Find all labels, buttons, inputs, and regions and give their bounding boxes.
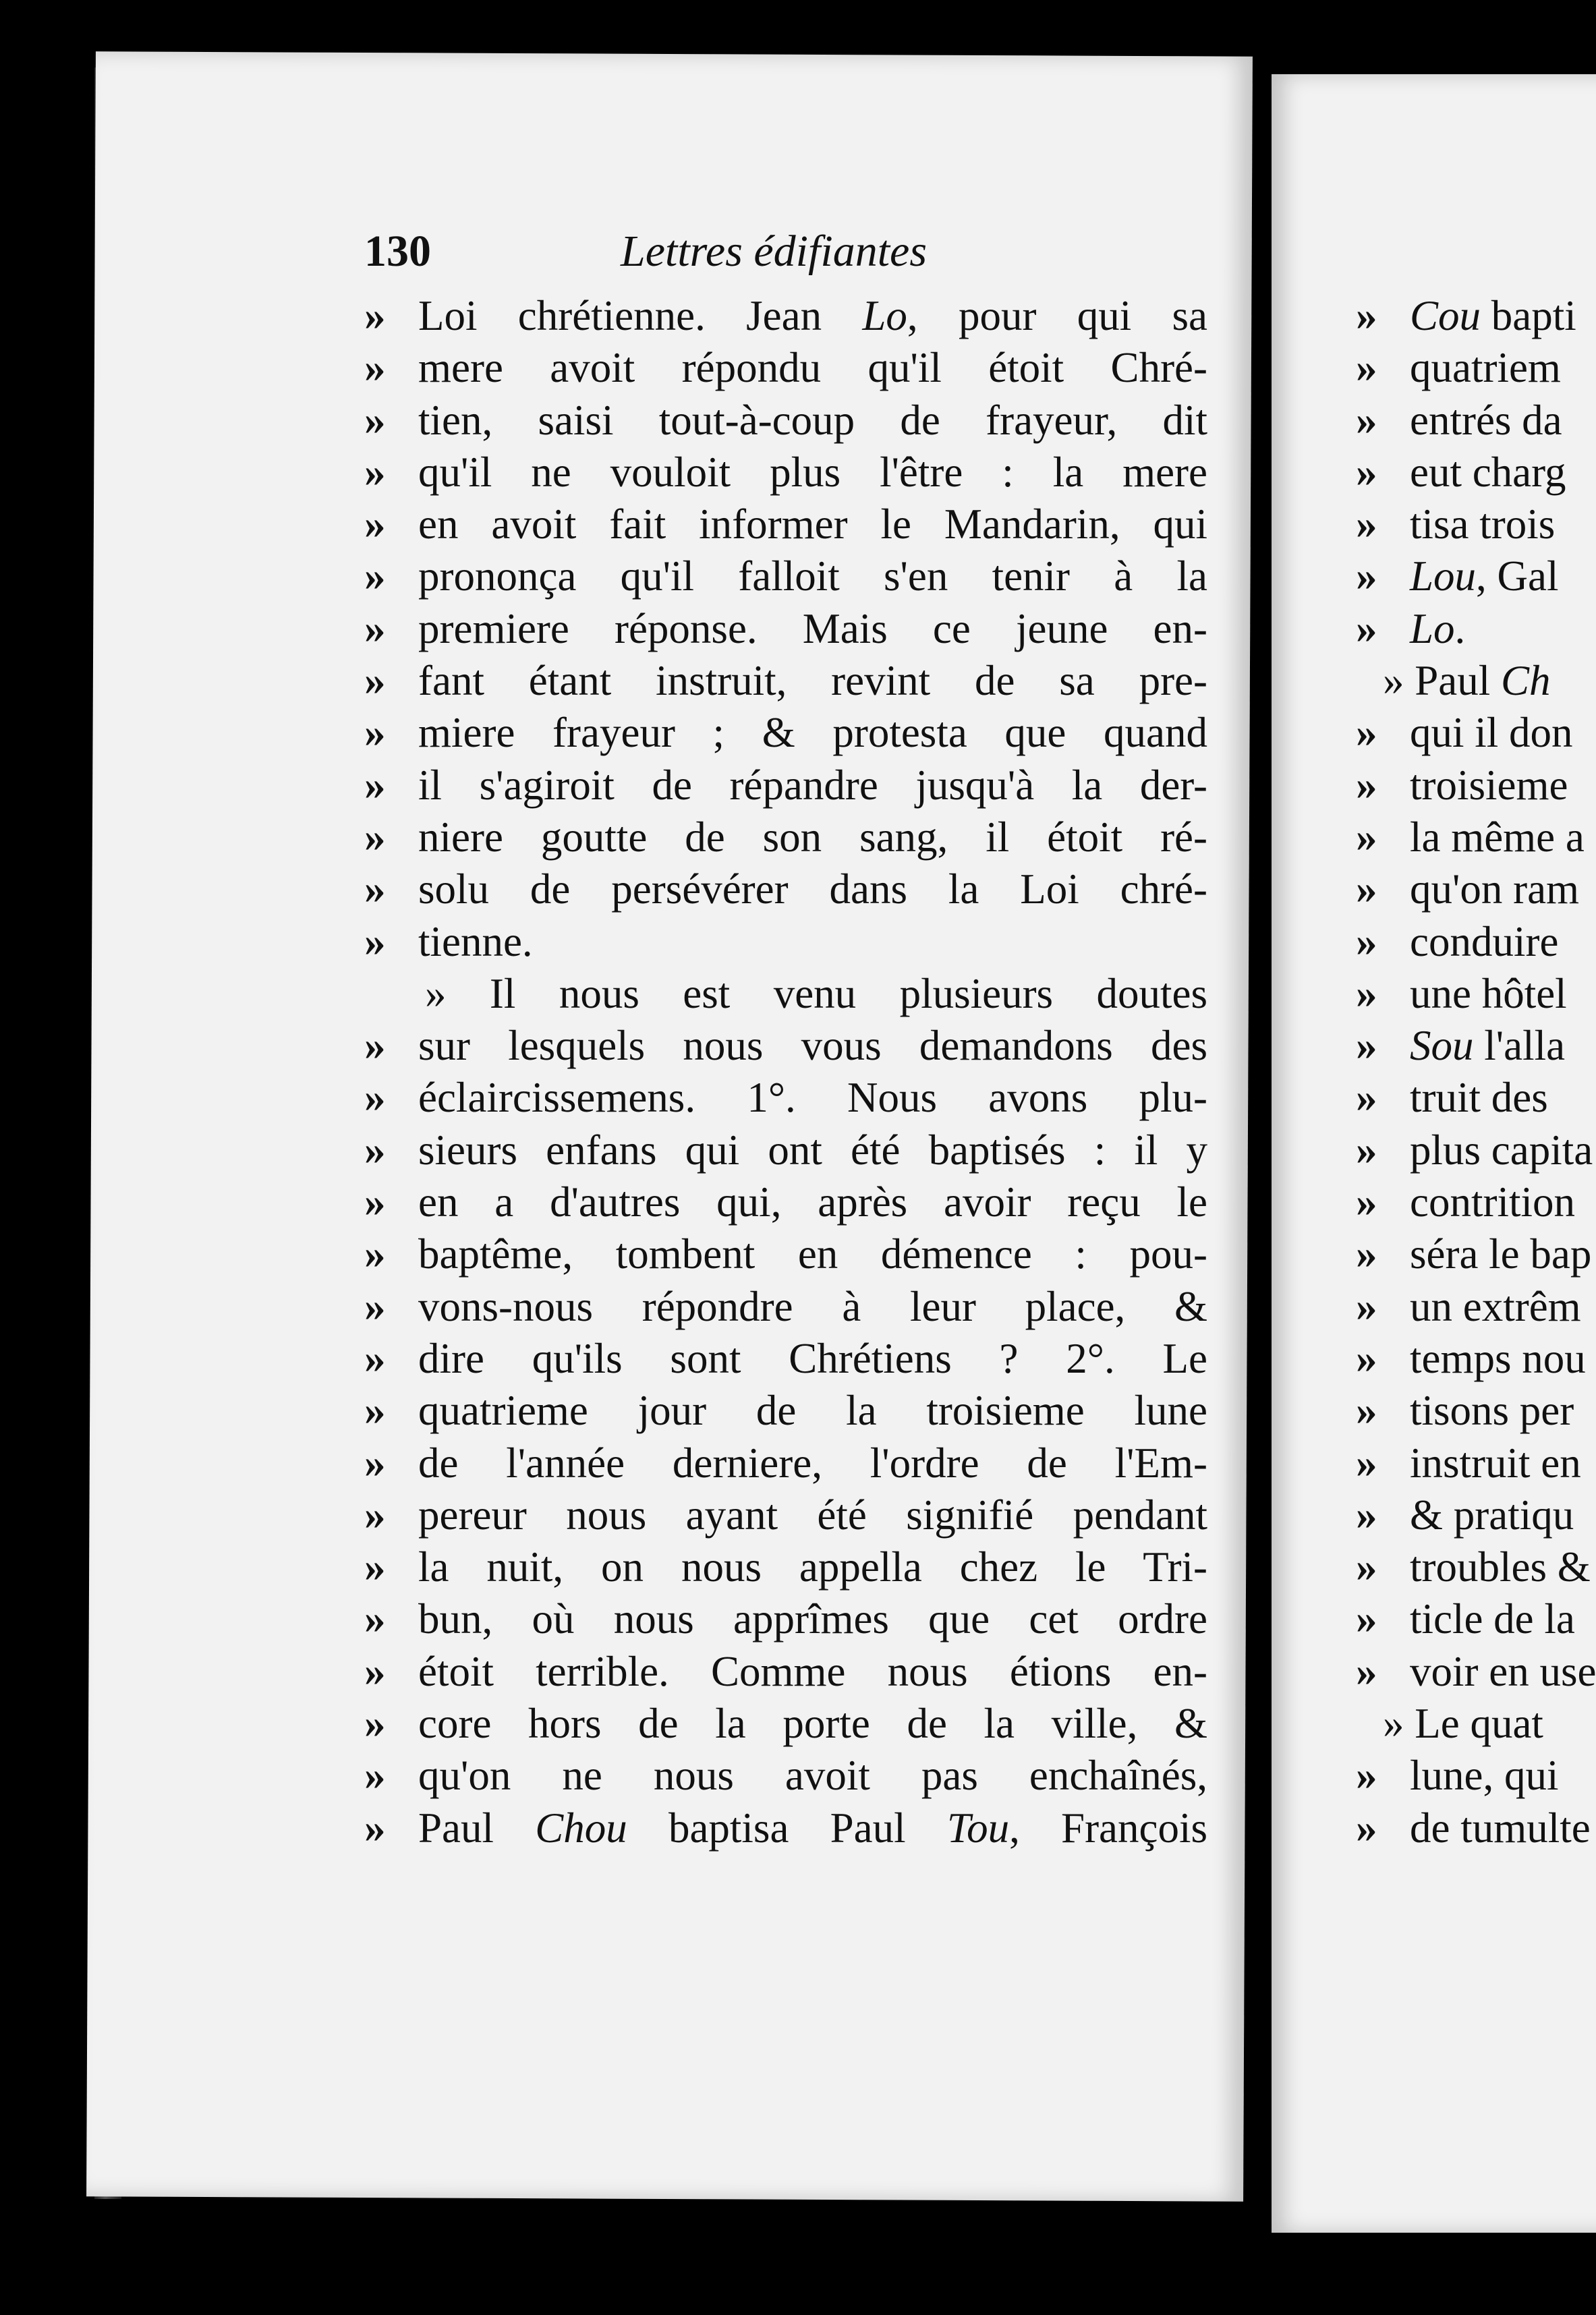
line-text: troisieme <box>1410 761 1568 809</box>
quote-mark: » <box>364 1387 386 1435</box>
quote-mark: » <box>1356 1439 1377 1487</box>
line-text: sieurs enfans qui ont été baptisés : il y <box>418 1126 1207 1174</box>
line-text: niere goutte de son sang, il étoit ré- <box>418 813 1207 861</box>
text-line <box>364 1541 1207 1593</box>
line-text: Cou bapti <box>1410 292 1576 339</box>
quote-mark: » <box>1356 1126 1377 1174</box>
text-line <box>1356 1593 1596 1645</box>
text-line <box>1356 655 1596 707</box>
quote-mark: » <box>1356 1752 1377 1800</box>
quote-mark: » <box>364 344 386 392</box>
line-text: de tumulte <box>1410 1804 1591 1852</box>
quote-mark: » <box>364 1439 386 1487</box>
text-line <box>364 447 1207 498</box>
quote-mark: » <box>364 501 386 548</box>
line-text: tisa trois <box>1410 501 1556 548</box>
line-text: voir en use <box>1410 1647 1596 1695</box>
quote-mark: » <box>364 1022 386 1070</box>
text-line <box>364 1385 1207 1437</box>
italic-name: Tou <box>946 1804 1010 1852</box>
quote-mark: » <box>364 552 386 600</box>
text-line <box>364 863 1207 915</box>
quote-mark: » <box>1356 761 1377 809</box>
line-text: qui il don <box>1410 709 1573 757</box>
text-line <box>364 1646 1207 1698</box>
text-line <box>1356 968 1596 1020</box>
text-line <box>364 1698 1207 1750</box>
quote-mark: » <box>1356 552 1377 600</box>
text-line <box>1356 1646 1596 1698</box>
quote-mark: » <box>364 1178 386 1226</box>
line-text: premiere réponse. Mais ce jeune en- <box>418 604 1207 652</box>
line-text: truit des <box>1410 1074 1548 1122</box>
quote-mark: » <box>364 1334 386 1382</box>
quote-mark: » <box>364 1595 386 1643</box>
quote-mark: » <box>364 1126 386 1174</box>
text-line <box>364 550 1207 602</box>
text-line <box>364 1176 1207 1228</box>
line-text: un extrêm <box>1410 1282 1581 1330</box>
italic-name: Ch <box>1501 657 1551 705</box>
line-text: il s'agiroit de répandre jusqu'à la der- <box>418 761 1207 809</box>
quote-mark: » <box>364 1074 386 1122</box>
quote-mark: » <box>1356 604 1377 652</box>
text-line <box>364 1020 1207 1072</box>
italic-name: Chou <box>535 1804 627 1852</box>
line-text: » Il nous est venu plusieurs doutes <box>425 969 1207 1017</box>
quote-mark: » <box>1356 709 1377 757</box>
text-line <box>1356 550 1596 602</box>
italic-name: Cou <box>1410 292 1481 339</box>
text-line <box>1356 1176 1596 1228</box>
line-text: » Paul Ch <box>1383 657 1551 705</box>
quote-mark: » <box>364 1282 386 1330</box>
text-line <box>364 1437 1207 1489</box>
line-text: qu'il ne vouloit plus l'être : la mere <box>418 448 1207 496</box>
line-text: Loi chrétienne. Jean Lo, pour qui sa <box>418 292 1207 339</box>
line-text: en a d'autres qui, après avoir reçu le <box>418 1178 1207 1226</box>
quote-mark: » <box>364 1543 386 1591</box>
text-line <box>1356 603 1596 655</box>
line-text: entrés da <box>1410 396 1562 444</box>
italic-name: Sou <box>1410 1022 1474 1070</box>
line-text: Lo. <box>1410 604 1466 652</box>
line-text: & pratiqu <box>1410 1491 1574 1539</box>
quote-mark: » <box>1356 1334 1377 1382</box>
line-text: contrition <box>1410 1178 1575 1226</box>
quote-mark: » <box>1356 1178 1377 1226</box>
italic-name: Lo <box>1410 604 1455 652</box>
left-page-text <box>364 290 1207 1854</box>
quote-mark: » <box>364 396 386 444</box>
quote-mark: » <box>1356 969 1377 1017</box>
text-line <box>1356 811 1596 863</box>
line-text: tien, saisi tout-à-coup de frayeur, dit <box>418 396 1207 444</box>
line-text: vons-nous répondre à leur place, & <box>418 1282 1207 1330</box>
quote-mark: » <box>364 1752 386 1800</box>
text-line <box>1356 760 1596 811</box>
quote-mark: » <box>1356 1022 1377 1070</box>
text-line <box>364 968 1207 1020</box>
text-line <box>364 1489 1207 1541</box>
text-line <box>364 395 1207 447</box>
line-text: séra le bap <box>1410 1230 1592 1278</box>
line-text: qu'on ram <box>1410 865 1580 913</box>
text-line <box>1356 916 1596 968</box>
text-line <box>364 916 1194 968</box>
quote-mark: » <box>1356 1595 1377 1643</box>
line-text: Sou l'alla <box>1410 1022 1566 1070</box>
text-line <box>364 1593 1207 1645</box>
italic-name: Lou <box>1410 552 1477 600</box>
text-line <box>1356 1281 1596 1333</box>
line-text: instruit en <box>1410 1439 1581 1487</box>
quote-mark: » <box>1356 1491 1377 1539</box>
text-line <box>1356 1698 1596 1750</box>
line-text: » Le quat <box>1383 1700 1543 1748</box>
text-line <box>1356 447 1596 498</box>
text-line <box>364 760 1207 811</box>
line-text: étoit terrible. Comme nous étions en- <box>418 1647 1207 1695</box>
text-line <box>1356 498 1596 550</box>
quote-mark: » <box>1356 1804 1377 1852</box>
quote-mark: » <box>364 657 386 705</box>
quote-mark: » <box>1356 1543 1377 1591</box>
quote-mark: » <box>1356 396 1377 444</box>
text-line <box>1356 290 1596 342</box>
line-text: la nuit, on nous appella chez le Tri- <box>418 1543 1207 1591</box>
line-text: solu de persévérer dans la Loi chré- <box>418 865 1207 913</box>
quote-mark: » <box>1356 1074 1377 1122</box>
text-line <box>1356 707 1596 759</box>
quote-mark: » <box>364 917 386 965</box>
text-line <box>1356 863 1596 915</box>
text-line <box>364 811 1207 863</box>
quote-mark: » <box>1356 1282 1377 1330</box>
line-text: quatrieme jour de la troisieme lune <box>418 1387 1207 1435</box>
line-text: tienne. <box>418 917 533 965</box>
line-text: en avoit fait informer le Mandarin, qui <box>418 501 1207 548</box>
text-line <box>364 290 1207 342</box>
text-line <box>364 1802 1207 1854</box>
line-text: baptême, tombent en démence : pou- <box>418 1230 1207 1278</box>
line-text: pereur nous ayant été signifié pendant <box>418 1491 1207 1539</box>
text-line <box>1356 1333 1596 1385</box>
text-line <box>1356 1802 1596 1854</box>
line-text: temps nou <box>1410 1334 1586 1382</box>
text-line <box>364 498 1207 550</box>
line-text: Paul Chou baptisa Paul Tou, François <box>418 1804 1207 1852</box>
right-page-text <box>1356 290 1596 1854</box>
quote-mark: » <box>364 761 386 809</box>
line-text: miere frayeur ; & protesta que quand <box>418 709 1207 757</box>
page-number: 130 <box>364 227 431 276</box>
quote-mark: » <box>364 1491 386 1539</box>
quote-mark: » <box>1356 292 1377 339</box>
line-text: ticle de la <box>1410 1595 1575 1643</box>
line-text: la même a <box>1410 813 1585 861</box>
line-text: Lou, Gal <box>1410 552 1559 600</box>
line-text: plus capita <box>1410 1126 1593 1174</box>
text-line <box>364 342 1207 394</box>
text-line <box>1356 1437 1596 1489</box>
text-line <box>1356 1541 1596 1593</box>
quote-mark: » <box>364 1804 386 1852</box>
quote-mark: » <box>1356 865 1377 913</box>
line-text: une hôtel <box>1410 969 1567 1017</box>
quote-mark: » <box>364 1647 386 1695</box>
text-line <box>1356 1072 1596 1124</box>
line-text: dire qu'ils sont Chrétiens ? 2°. Le <box>418 1334 1207 1382</box>
text-line <box>364 1750 1207 1802</box>
line-text: de l'année derniere, l'ordre de l'Em- <box>418 1439 1207 1487</box>
quote-mark: » <box>1356 344 1377 392</box>
text-line <box>1356 1385 1596 1437</box>
quote-mark: » <box>364 604 386 652</box>
quote-mark: » <box>1356 813 1377 861</box>
quote-mark: » <box>364 1230 386 1278</box>
line-text: core hors de la porte de la ville, & <box>418 1700 1207 1748</box>
line-text: conduire <box>1410 917 1559 965</box>
text-line <box>364 1228 1207 1280</box>
line-text: bun, où nous apprîmes que cet ordre <box>418 1595 1207 1643</box>
text-line <box>364 1124 1207 1176</box>
text-line <box>1356 342 1596 394</box>
quote-mark: » <box>364 813 386 861</box>
line-text: qu'on ne nous avoit pas enchaînés, <box>418 1752 1207 1800</box>
line-text: prononça qu'il falloit s'en tenir à la <box>418 552 1207 600</box>
italic-name: Lo <box>862 292 907 339</box>
quote-mark: » <box>364 1700 386 1748</box>
text-line <box>1356 1020 1596 1072</box>
line-text: sur lesquels nous vous demandons des <box>418 1022 1207 1070</box>
line-text: troubles & <box>1410 1543 1591 1591</box>
quote-mark: » <box>1356 448 1377 496</box>
quote-mark: » <box>364 865 386 913</box>
text-line <box>364 655 1207 707</box>
quote-mark: » <box>1356 1647 1377 1695</box>
line-text: quatriem <box>1410 344 1561 392</box>
text-line <box>364 603 1207 655</box>
line-text: mere avoit répondu qu'il étoit Chré- <box>418 344 1207 392</box>
text-line <box>364 707 1207 759</box>
text-line <box>364 1281 1207 1333</box>
quote-mark: » <box>1356 1387 1377 1435</box>
line-text: tisons per <box>1410 1387 1574 1435</box>
text-line <box>1356 1124 1596 1176</box>
quote-mark: » <box>1356 917 1377 965</box>
quote-mark: » <box>364 448 386 496</box>
line-text: lune, qui <box>1410 1752 1559 1800</box>
text-line <box>364 1072 1207 1124</box>
line-text: fant étant instruit, revint de sa pre- <box>418 657 1207 705</box>
quote-mark: » <box>1356 501 1377 548</box>
page-header <box>364 226 971 280</box>
text-line <box>1356 395 1596 447</box>
running-title: Lettres édifiantes <box>621 227 928 276</box>
line-text: éclaircissemens. 1°. Nous avons plu- <box>418 1074 1207 1122</box>
quote-mark: » <box>1356 1230 1377 1278</box>
quote-mark: » <box>364 292 386 339</box>
text-line <box>1356 1228 1596 1280</box>
text-line <box>1356 1489 1596 1541</box>
line-text: eut charg <box>1410 448 1566 496</box>
quote-mark: » <box>364 709 386 757</box>
text-line <box>364 1333 1207 1385</box>
text-line <box>1356 1750 1596 1802</box>
